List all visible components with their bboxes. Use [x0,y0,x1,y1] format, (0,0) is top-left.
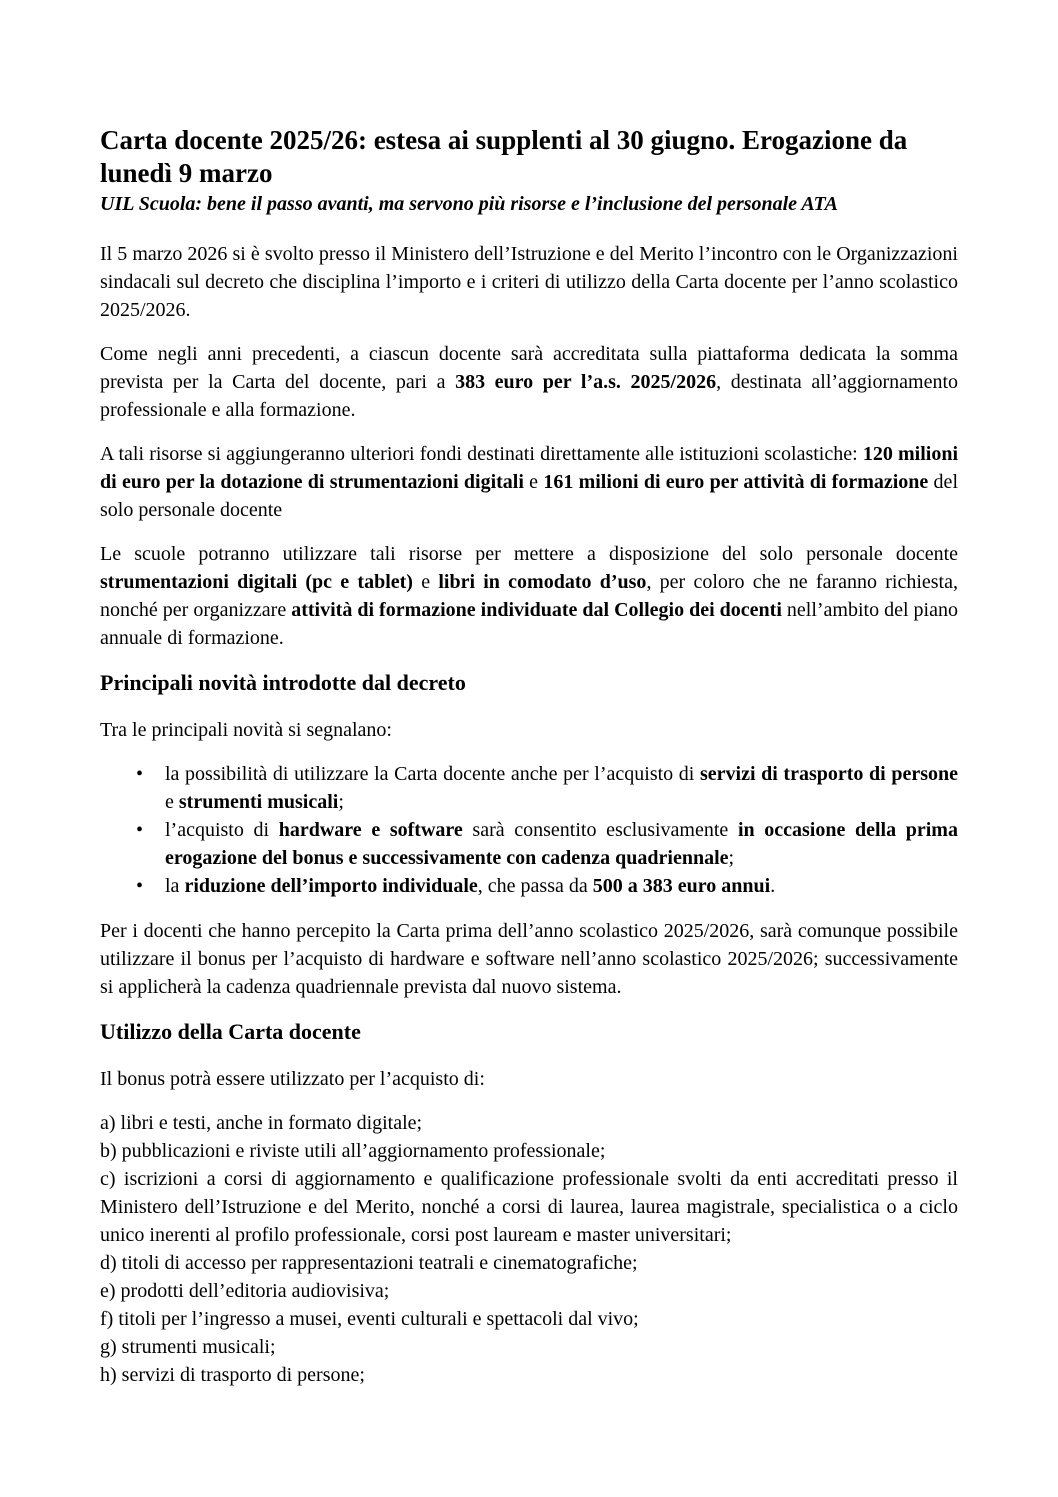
amount-paragraph [100,340,958,424]
funds-paragraph [100,440,958,524]
section-heading-novita [100,668,958,698]
text-run: ; [728,847,735,869]
lettered-item [100,1165,958,1249]
text-run: Le scuole potranno utilizzare tali risorse per mettere a disposizione del solo personale docente [100,543,958,565]
text-run: a) libri e testi, anche in formato digitale; [100,1112,423,1134]
bold-text-run: attività di formazione individuate dal Collegio dei docenti [291,599,782,621]
text-run: h) servizi di trasporto di persone; [100,1364,365,1386]
bold-text-run: 161 milioni di euro per attività di formazione [543,471,929,493]
novita-intro-paragraph [100,716,958,744]
text-run: nell’ambito del piano annuale di formazione. [100,599,958,649]
bullet-marker: • [136,819,144,841]
bullet-text [165,763,958,813]
text-run: Il bonus potrà essere utilizzato per l’acquisto di: [100,1068,485,1090]
text-run: Il 5 marzo 2026 si è svolto presso il Ministero dell’Istruzione e del Merito l’incontro con le Organizzazioni sindacali sul decreto che disciplina l’importo e i criteri di utilizzo della Carta docente per l’anno scolastico 2025/2026. [100,243,958,321]
bullet-marker: • [136,875,144,897]
bold-text-run: Utilizzo della Carta docente [100,1019,361,1044]
text-run: , che passa da [477,875,593,897]
text-run: la possibilità di utilizzare la Carta docente anche per l’acquisto di [165,763,700,785]
text-run: f) titoli per l’ingresso a musei, eventi culturali e spettacoli dal vivo; [100,1308,639,1330]
document-body [100,240,958,1389]
novita-bullet-list [100,760,958,900]
text-run: A tali risorse si aggiungeranno ulteriori fondi destinati direttamente alle istituzioni scolastiche: [100,443,863,465]
document-subtitle: UIL Scuola: bene il passo avanti, ma servono più risorse e l’inclusione del personale ATA [100,193,839,215]
text-run: Tra le principali novità si segnalano: [100,719,392,741]
bold-text-run: Principali novità introdotte dal decreto [100,670,466,695]
bold-text-run: 500 a 383 euro annui [592,875,771,897]
text-run: sarà consentito esclusivamente [462,819,738,841]
text-run: b) pubblicazioni e riviste utili all’aggiornamento professionale; [100,1140,606,1162]
text-run: Per i docenti che hanno percepito la Carta prima dell’anno scolastico 2025/2026, sarà comunque possibile utilizzare il bonus per l’acquisto di hardware e software nell’anno scolastico 2025/2026; successivamente si applicherà la cadenza quadriennale prevista dal nuovo sistema. [100,920,958,998]
bullet-marker: • [136,763,144,785]
lettered-item [100,1137,958,1165]
text-run: Come negli anni precedenti, a ciascun docente sarà accreditata sulla piattaforma dedicata la somma prevista per la Carta del docente, pari a [100,343,958,393]
bold-text-run: strumenti musicali [178,791,339,813]
usage-lettered-list [100,1109,958,1389]
bullet-item [100,872,958,900]
bold-text-run: 120 milioni di euro per la dotazione di strumentazioni digitali [100,443,958,493]
intro-paragraph [100,240,958,324]
lettered-item [100,1305,958,1333]
bold-text-run: 383 euro per l’a.s. 2025/2026 [455,371,717,393]
schools-paragraph [100,540,958,652]
lettered-item [100,1109,958,1137]
bold-text-run: servizi di trasporto di persone [699,763,958,785]
lettered-item [100,1361,958,1389]
text-run: e [523,471,544,493]
transition-paragraph [100,917,958,1001]
bold-text-run: riduzione dell’importo individuale [184,875,478,897]
text-run: l’acquisto di [165,819,279,841]
text-run: e [412,571,439,593]
document-title: Carta docente 2025/26: estesa ai supplenti al 30 giugno. Erogazione da lunedì 9 marzo [100,125,908,188]
text-run: e) prodotti dell’editoria audiovisiva; [100,1280,390,1302]
bullet-item [100,816,958,872]
bullet-text [165,819,958,869]
bonus-intro-paragraph [100,1065,958,1093]
text-run: la [165,875,185,897]
text-run: g) strumenti musicali; [100,1336,276,1358]
text-run: . [770,875,776,897]
lettered-item [100,1249,958,1277]
text-run: ; [338,791,344,813]
section-heading-utilizzo [100,1017,958,1047]
bold-text-run: strumentazioni digitali (pc e tablet) [100,571,413,593]
text-run: c) iscrizioni a corsi di aggiornamento e qualificazione professionale svolti da enti accreditati presso il Ministero dell’Istruzione e del Merito, nonché a corsi di laurea, laurea magistrale, specialistica o a ciclo unico inerenti al profilo professionale, corsi post lauream e master universitari; [100,1168,958,1246]
bullet-item [100,760,958,816]
text-run: d) titoli di accesso per rappresentazioni teatrali e cinematografiche; [100,1252,638,1274]
bullet-text [165,875,775,897]
text-run: , per coloro che ne faranno richiesta, nonché per organizzare [100,571,958,621]
bold-text-run: libri in comodato d’uso [438,571,647,593]
text-run: e [165,791,179,813]
text-run: del solo personale docente [100,471,958,521]
text-run: , destinata all’aggiornamento professionale e alla formazione. [100,371,959,421]
lettered-item [100,1277,958,1305]
bold-text-run: in occasione della prima erogazione del bonus e successivamente con cadenza quadriennale [165,819,958,869]
bold-text-run: hardware e software [278,819,463,841]
lettered-item [100,1333,958,1361]
